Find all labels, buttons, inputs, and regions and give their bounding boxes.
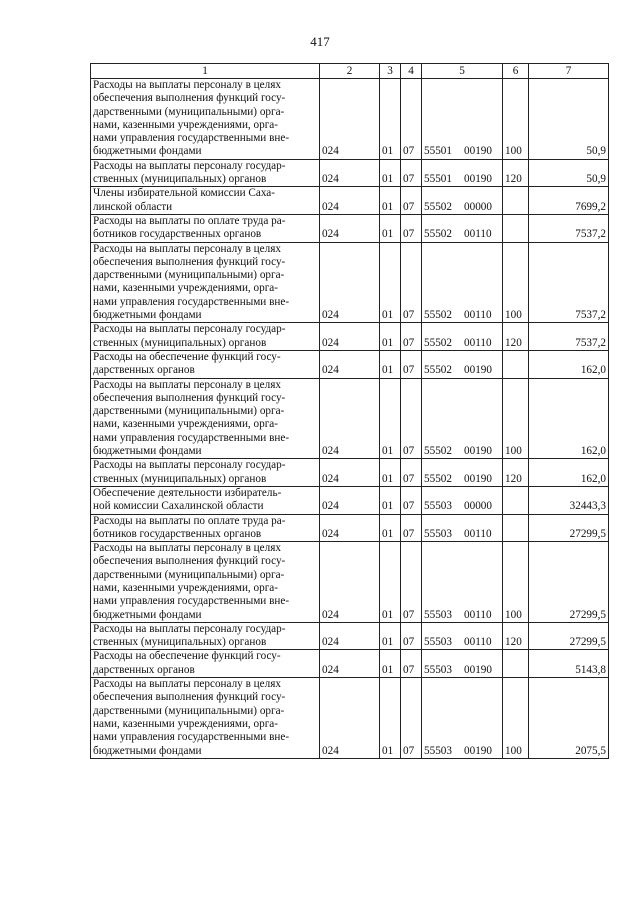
row-gr: 024: [320, 159, 380, 187]
row-name: [91, 622, 320, 650]
row-rz: 01: [380, 678, 401, 759]
table-row: [91, 459, 609, 487]
column-header-pr: 4: [401, 64, 422, 79]
row-name-line: Члены избирательной комиссии Саха-: [93, 187, 275, 200]
row-csr-program: 55502: [424, 472, 452, 485]
row-csr: [422, 486, 503, 514]
row-gr: 024: [320, 242, 380, 323]
row-vr: [503, 514, 529, 542]
row-csr-direction: 00110: [464, 527, 492, 540]
row-csr-direction: 00000: [464, 500, 492, 513]
row-csr: [422, 242, 503, 323]
row-gr: 024: [320, 650, 380, 678]
row-sum: 50,9: [529, 159, 609, 187]
row-csr-program: 55502: [424, 200, 452, 213]
row-name-line: обеспечения выполнения функций госу-: [93, 92, 286, 105]
row-csr: [422, 542, 503, 623]
row-name: [91, 650, 320, 678]
row-gr: 024: [320, 514, 380, 542]
row-pr: 07: [401, 242, 422, 323]
column-header-vr: 6: [503, 64, 529, 79]
row-pr: 07: [401, 459, 422, 487]
row-csr: [422, 678, 503, 759]
row-rz: 01: [380, 622, 401, 650]
row-csr-direction: 00190: [464, 173, 492, 186]
row-gr: 024: [320, 486, 380, 514]
row-name-line: дарственными (муниципальными) орга-: [93, 704, 285, 717]
row-name-line: бюджетными фондами: [93, 744, 202, 757]
row-name-line: дарственными (муниципальными) орга-: [93, 105, 285, 118]
table-row: [91, 187, 609, 215]
row-vr: 100: [503, 378, 529, 459]
row-csr: [422, 214, 503, 242]
table-row: [91, 622, 609, 650]
row-gr: 024: [320, 378, 380, 459]
table-row: [91, 542, 609, 623]
row-rz: 01: [380, 650, 401, 678]
row-vr: 120: [503, 622, 529, 650]
row-vr: 100: [503, 678, 529, 759]
row-name-line: обеспечения выполнения функций госу-: [93, 691, 286, 704]
row-name: [91, 350, 320, 378]
row-gr: 024: [320, 214, 380, 242]
header-row: [91, 64, 609, 79]
table-row: [91, 159, 609, 187]
row-name-line: обеспечения выполнения функций госу-: [93, 255, 286, 268]
row-sum: 162,0: [529, 459, 609, 487]
row-csr-program: 55502: [424, 336, 452, 349]
row-gr: 024: [320, 622, 380, 650]
row-gr: 024: [320, 187, 380, 215]
row-name: [91, 242, 320, 323]
row-gr: 024: [320, 459, 380, 487]
row-pr: 07: [401, 542, 422, 623]
page-number: 417: [310, 34, 330, 49]
row-name: [91, 323, 320, 351]
row-csr: [422, 79, 503, 160]
row-sum: 7537,2: [529, 214, 609, 242]
row-name-line: ботников государственных органов: [93, 527, 262, 540]
row-pr: 07: [401, 486, 422, 514]
row-name-line: нами управления государственными вне-: [93, 431, 290, 444]
column-header-rz: 3: [380, 64, 401, 79]
row-vr: 100: [503, 79, 529, 160]
row-name-line: Расходы на выплаты персоналу в целях: [93, 242, 281, 255]
row-name-line: нами управления государственными вне-: [93, 295, 290, 308]
row-csr-direction: 00110: [464, 636, 492, 649]
row-csr-direction: 00110: [464, 228, 492, 241]
row-sum: 27299,5: [529, 622, 609, 650]
row-rz: 01: [380, 350, 401, 378]
row-csr-program: 55503: [424, 636, 452, 649]
row-name-line: бюджетными фондами: [93, 608, 202, 621]
row-name-line: нами, казенными учреждениями, орга-: [93, 717, 278, 730]
row-name-line: ботников государственных органов: [93, 228, 262, 241]
table-row: [91, 350, 609, 378]
row-name-line: Расходы на обеспечение функций госу-: [93, 650, 281, 663]
row-name: [91, 678, 320, 759]
table-row: [91, 323, 609, 351]
row-name: [91, 378, 320, 459]
row-name-line: Расходы на обеспечение функций госу-: [93, 350, 281, 363]
row-csr-program: 55502: [424, 445, 452, 458]
row-name: [91, 459, 320, 487]
row-name-line: бюджетными фондами: [93, 145, 202, 158]
row-name-line: нами, казенными учреждениями, орга-: [93, 118, 278, 131]
row-name: [91, 79, 320, 160]
row-csr-direction: 00190: [464, 663, 492, 676]
table-row: [91, 514, 609, 542]
row-pr: 07: [401, 378, 422, 459]
row-name-line: нами управления государственными вне-: [93, 132, 290, 145]
row-sum: 7537,2: [529, 242, 609, 323]
row-rz: 01: [380, 542, 401, 623]
table-row: [91, 214, 609, 242]
row-name-line: нами управления государственными вне-: [93, 731, 290, 744]
row-csr: [422, 459, 503, 487]
row-name-line: ственных (муниципальных) органов: [93, 336, 267, 349]
row-rz: 01: [380, 242, 401, 323]
row-sum: 7699,2: [529, 187, 609, 215]
column-header-gr: 2: [320, 64, 380, 79]
row-name-line: Расходы на выплаты персоналу в целях: [93, 79, 281, 91]
row-sum: 2075,5: [529, 678, 609, 759]
row-pr: 07: [401, 323, 422, 351]
row-sum: 32443,3: [529, 486, 609, 514]
row-sum: 162,0: [529, 378, 609, 459]
row-pr: 07: [401, 622, 422, 650]
row-pr: 07: [401, 159, 422, 187]
row-csr-program: 55502: [424, 364, 452, 377]
row-name-line: обеспечения выполнения функций госу-: [93, 391, 286, 404]
row-name: [91, 486, 320, 514]
row-csr-direction: 00000: [464, 200, 492, 213]
row-name-line: дарственными (муниципальными) орга-: [93, 568, 285, 581]
table-row: [91, 378, 609, 459]
row-csr-program: 55503: [424, 744, 452, 757]
row-csr-program: 55503: [424, 527, 452, 540]
column-header-sum: 7: [529, 64, 609, 79]
row-csr-direction: 00190: [464, 364, 492, 377]
row-csr-direction: 00190: [464, 445, 492, 458]
row-csr: [422, 350, 503, 378]
row-name-line: Расходы на выплаты персоналу государ-: [93, 323, 286, 336]
row-rz: 01: [380, 79, 401, 160]
table-row: [91, 678, 609, 759]
row-rz: 01: [380, 514, 401, 542]
table-row: [91, 486, 609, 514]
row-csr: [422, 378, 503, 459]
row-sum: 7537,2: [529, 323, 609, 351]
row-pr: 07: [401, 214, 422, 242]
row-pr: 07: [401, 187, 422, 215]
row-name-line: бюджетными фондами: [93, 445, 202, 458]
row-csr-direction: 00110: [464, 309, 492, 322]
row-rz: 01: [380, 459, 401, 487]
row-name-line: Расходы на выплаты персоналу государ-: [93, 159, 286, 172]
row-sum: 50,9: [529, 79, 609, 160]
row-name-line: Расходы на выплаты персоналу в целях: [93, 542, 281, 555]
row-csr: [422, 514, 503, 542]
row-name-line: Расходы на выплаты персоналу государ-: [93, 459, 286, 472]
row-csr-direction: 00110: [464, 608, 492, 621]
row-csr: [422, 187, 503, 215]
row-gr: 024: [320, 542, 380, 623]
row-csr: [422, 159, 503, 187]
table-row: [91, 242, 609, 323]
row-rz: 01: [380, 187, 401, 215]
row-name-line: дарственных органов: [93, 364, 195, 377]
table-body: [91, 79, 609, 759]
row-vr: [503, 187, 529, 215]
row-name-line: ной комиссии Сахалинской области: [93, 500, 264, 513]
row-csr: [422, 622, 503, 650]
row-pr: 07: [401, 514, 422, 542]
row-csr-direction: 00190: [464, 472, 492, 485]
row-name-line: нами управления государственными вне-: [93, 595, 290, 608]
row-vr: 120: [503, 323, 529, 351]
row-vr: [503, 650, 529, 678]
row-rz: 01: [380, 159, 401, 187]
row-rz: 01: [380, 378, 401, 459]
row-name-line: ственных (муниципальных) органов: [93, 636, 267, 649]
row-pr: 07: [401, 79, 422, 160]
row-vr: 100: [503, 542, 529, 623]
row-gr: 024: [320, 350, 380, 378]
row-name-line: ственных (муниципальных) органов: [93, 173, 267, 186]
row-pr: 07: [401, 350, 422, 378]
row-csr-program: 55501: [424, 173, 452, 186]
row-name-line: Расходы на выплаты персоналу государ-: [93, 622, 286, 635]
row-pr: 07: [401, 678, 422, 759]
row-name-line: Расходы на выплаты персоналу в целях: [93, 678, 281, 691]
table-row: [91, 650, 609, 678]
row-vr: [503, 350, 529, 378]
row-csr-program: 55503: [424, 500, 452, 513]
row-vr: 120: [503, 159, 529, 187]
row-csr-program: 55502: [424, 228, 452, 241]
row-csr-program: 55502: [424, 309, 452, 322]
budget-table: [90, 63, 609, 759]
row-gr: 024: [320, 678, 380, 759]
row-name-line: Расходы на выплаты персоналу в целях: [93, 378, 281, 391]
row-sum: 27299,5: [529, 542, 609, 623]
row-rz: 01: [380, 323, 401, 351]
table-row: [91, 79, 609, 160]
row-csr-direction: 00190: [464, 744, 492, 757]
row-vr: [503, 214, 529, 242]
row-csr: [422, 323, 503, 351]
row-vr: 120: [503, 459, 529, 487]
row-vr: [503, 486, 529, 514]
row-name: [91, 187, 320, 215]
row-csr-direction: 00190: [464, 145, 492, 158]
row-csr-program: 55503: [424, 663, 452, 676]
row-name-line: линской области: [93, 200, 173, 213]
row-name-line: Расходы на выплаты по оплате труда ра-: [93, 514, 286, 527]
column-header-csr: 5: [422, 64, 503, 79]
row-csr-program: 55503: [424, 608, 452, 621]
column-header-name: 1: [91, 64, 320, 79]
row-rz: 01: [380, 214, 401, 242]
row-name-line: нами, казенными учреждениями, орга-: [93, 418, 278, 431]
row-pr: 07: [401, 650, 422, 678]
row-name: [91, 514, 320, 542]
row-name-line: ственных (муниципальных) органов: [93, 472, 267, 485]
row-gr: 024: [320, 79, 380, 160]
row-name-line: обеспечения выполнения функций госу-: [93, 555, 286, 568]
row-rz: 01: [380, 486, 401, 514]
row-csr: [422, 650, 503, 678]
row-sum: 27299,5: [529, 514, 609, 542]
row-name-line: Обеспечение деятельности избиратель-: [93, 486, 282, 499]
row-sum: 5143,8: [529, 650, 609, 678]
row-name-line: дарственными (муниципальными) орга-: [93, 405, 285, 418]
row-sum: 162,0: [529, 350, 609, 378]
row-name-line: дарственных органов: [93, 663, 195, 676]
row-name-line: бюджетными фондами: [93, 309, 202, 322]
row-vr: 100: [503, 242, 529, 323]
row-name-line: нами, казенными учреждениями, орга-: [93, 581, 278, 594]
row-name: [91, 159, 320, 187]
row-name: [91, 542, 320, 623]
row-csr-direction: 00110: [464, 336, 492, 349]
row-csr-program: 55501: [424, 145, 452, 158]
row-name-line: нами, казенными учреждениями, орга-: [93, 282, 278, 295]
row-name: [91, 214, 320, 242]
row-name-line: дарственными (муниципальными) орга-: [93, 269, 285, 282]
row-gr: 024: [320, 323, 380, 351]
row-name-line: Расходы на выплаты по оплате труда ра-: [93, 214, 286, 227]
